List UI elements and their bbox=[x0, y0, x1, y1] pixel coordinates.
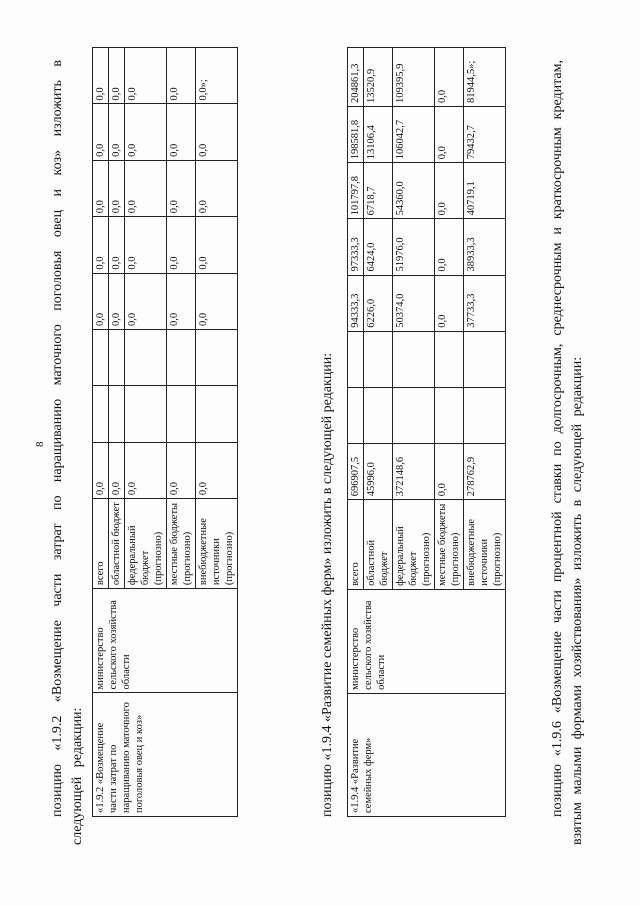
value-cell: 0,0 bbox=[125, 217, 167, 273]
value-cell bbox=[109, 386, 125, 442]
value-cell: 0,0 bbox=[196, 160, 238, 216]
value-cell: 0,0 bbox=[109, 442, 125, 498]
value-cell: 54360,0 bbox=[393, 163, 435, 219]
table-1-9-2 bbox=[92, 47, 238, 817]
value-cell: 81944,5»; bbox=[464, 48, 506, 107]
table-row bbox=[93, 48, 109, 817]
value-cell: 45996,0 bbox=[364, 444, 393, 500]
funding-source-cell: всего bbox=[348, 500, 364, 590]
funding-source-cell: внебюджетные источники (прогнозно) bbox=[464, 500, 506, 590]
value-cell: 372148,6 bbox=[393, 444, 435, 500]
value-cell: 0,0 bbox=[93, 217, 109, 273]
value-cell: 0,0 bbox=[435, 275, 464, 331]
value-cell: 0,0 bbox=[167, 217, 196, 273]
value-cell: 198581,8 bbox=[348, 107, 364, 163]
table-row bbox=[348, 48, 364, 817]
value-cell bbox=[348, 387, 364, 443]
value-cell: 696907,5 bbox=[348, 444, 364, 500]
value-cell bbox=[435, 331, 464, 387]
value-cell bbox=[393, 387, 435, 443]
value-cell: 94333,3 bbox=[348, 275, 364, 331]
value-cell: 0,0 bbox=[435, 444, 464, 500]
value-cell: 0,0 bbox=[167, 48, 196, 104]
value-cell: 0,0 bbox=[93, 104, 109, 160]
value-cell: 97333,3 bbox=[348, 219, 364, 275]
value-cell bbox=[348, 331, 364, 387]
value-cell: 0,0 bbox=[109, 217, 125, 273]
page-number: 8 bbox=[34, 441, 46, 447]
value-cell: 0,0 bbox=[167, 273, 196, 329]
value-cell: 13106,4 bbox=[364, 107, 393, 163]
value-cell: 0,0 bbox=[435, 163, 464, 219]
value-cell: 37733,3 bbox=[464, 275, 506, 331]
value-cell: 278762,9 bbox=[464, 444, 506, 500]
value-cell: 0,0 bbox=[125, 273, 167, 329]
value-cell bbox=[435, 387, 464, 443]
measure-name-cell: «1.9.4 «Развитие семейных ферм» bbox=[348, 693, 506, 816]
value-cell: 40719,1 bbox=[464, 163, 506, 219]
value-cell: 0,0 bbox=[435, 107, 464, 163]
value-cell: 0,0 bbox=[196, 442, 238, 498]
paragraph-2: позицию «1.9.4 «Развитие семейных ферм» изложить в следующей редакции: bbox=[320, 352, 335, 817]
value-cell: 38933,3 bbox=[464, 219, 506, 275]
value-cell: 0,0 bbox=[435, 219, 464, 275]
value-cell: 6718,7 bbox=[364, 163, 393, 219]
value-cell: 0,0 bbox=[125, 442, 167, 498]
value-cell: 0,0 bbox=[93, 48, 109, 104]
executor-cell: министерство сельского хозяйства области bbox=[348, 589, 506, 693]
value-cell: 0,0»; bbox=[196, 48, 238, 104]
value-cell: 101797,8 bbox=[348, 163, 364, 219]
value-cell: 0,0 bbox=[196, 217, 238, 273]
value-cell: 0,0 bbox=[196, 104, 238, 160]
funding-source-cell: федеральный бюджет (прогнозно) bbox=[125, 499, 167, 589]
executor-cell: министерство сельского хозяйства области bbox=[93, 589, 238, 693]
value-cell: 0,0 bbox=[125, 48, 167, 104]
value-cell bbox=[464, 331, 506, 387]
funding-source-cell: всего bbox=[93, 499, 109, 589]
value-cell: 51976,0 bbox=[393, 219, 435, 275]
value-cell: 6424,0 bbox=[364, 219, 393, 275]
value-cell: 204861,3 bbox=[348, 48, 364, 107]
measure-name-cell: «1.9.2 «Возмещение части затрат по наращиванию маточного поголовья овец и коз» bbox=[93, 693, 238, 817]
value-cell: 79432,7 bbox=[464, 107, 506, 163]
value-cell: 109395,9 bbox=[393, 48, 435, 107]
value-cell: 13520,9 bbox=[364, 48, 393, 107]
value-cell: 0,0 bbox=[109, 48, 125, 104]
value-cell: 0,0 bbox=[196, 273, 238, 329]
value-cell bbox=[125, 329, 167, 385]
value-cell: 0,0 bbox=[109, 104, 125, 160]
value-cell bbox=[364, 387, 393, 443]
funding-source-cell: местные бюджеты (прогнозно) bbox=[167, 499, 196, 589]
funding-source-cell: внебюджетные источники (прогнозно) bbox=[196, 499, 238, 589]
value-cell: 0,0 bbox=[125, 104, 167, 160]
value-cell: 0,0 bbox=[167, 104, 196, 160]
value-cell bbox=[109, 329, 125, 385]
funding-source-cell: федеральный бюджет (прогнозно) bbox=[393, 500, 435, 590]
value-cell: 0,0 bbox=[435, 48, 464, 107]
value-cell: 0,0 bbox=[93, 442, 109, 498]
value-cell: 0,0 bbox=[125, 160, 167, 216]
paragraph-1: позицию «1.9.2 «Возмещение части затрат по наращиванию маточного поголовья овец и коз» изложить в следующей редакции: bbox=[50, 60, 85, 845]
paragraph-3: позицию «1.9.6 «Возмещение части процентной ставки по долгосрочным, среднесрочным и краткосрочным кредитам, взятым малыми формами хозяйствования» изложить в следующей редакции: bbox=[550, 60, 585, 845]
value-cell: 50374,0 bbox=[393, 275, 435, 331]
value-cell bbox=[196, 329, 238, 385]
value-cell: 0,0 bbox=[93, 160, 109, 216]
value-cell bbox=[393, 331, 435, 387]
value-cell: 0,0 bbox=[109, 160, 125, 216]
value-cell bbox=[167, 386, 196, 442]
value-cell: 0,0 bbox=[93, 273, 109, 329]
value-cell bbox=[464, 387, 506, 443]
funding-source-cell: местные бюджеты (прогнозно) bbox=[435, 500, 464, 590]
value-cell: 0,0 bbox=[167, 442, 196, 498]
table-1-9-4 bbox=[347, 47, 506, 817]
value-cell: 6226,0 bbox=[364, 275, 393, 331]
value-cell bbox=[93, 386, 109, 442]
value-cell: 0,0 bbox=[167, 160, 196, 216]
funding-source-cell: областной бюджет bbox=[109, 499, 125, 589]
value-cell bbox=[125, 386, 167, 442]
value-cell bbox=[364, 331, 393, 387]
value-cell: 0,0 bbox=[109, 273, 125, 329]
funding-source-cell: областной бюджет bbox=[364, 500, 393, 590]
value-cell bbox=[196, 386, 238, 442]
value-cell bbox=[167, 329, 196, 385]
value-cell bbox=[93, 329, 109, 385]
value-cell: 106042,7 bbox=[393, 107, 435, 163]
